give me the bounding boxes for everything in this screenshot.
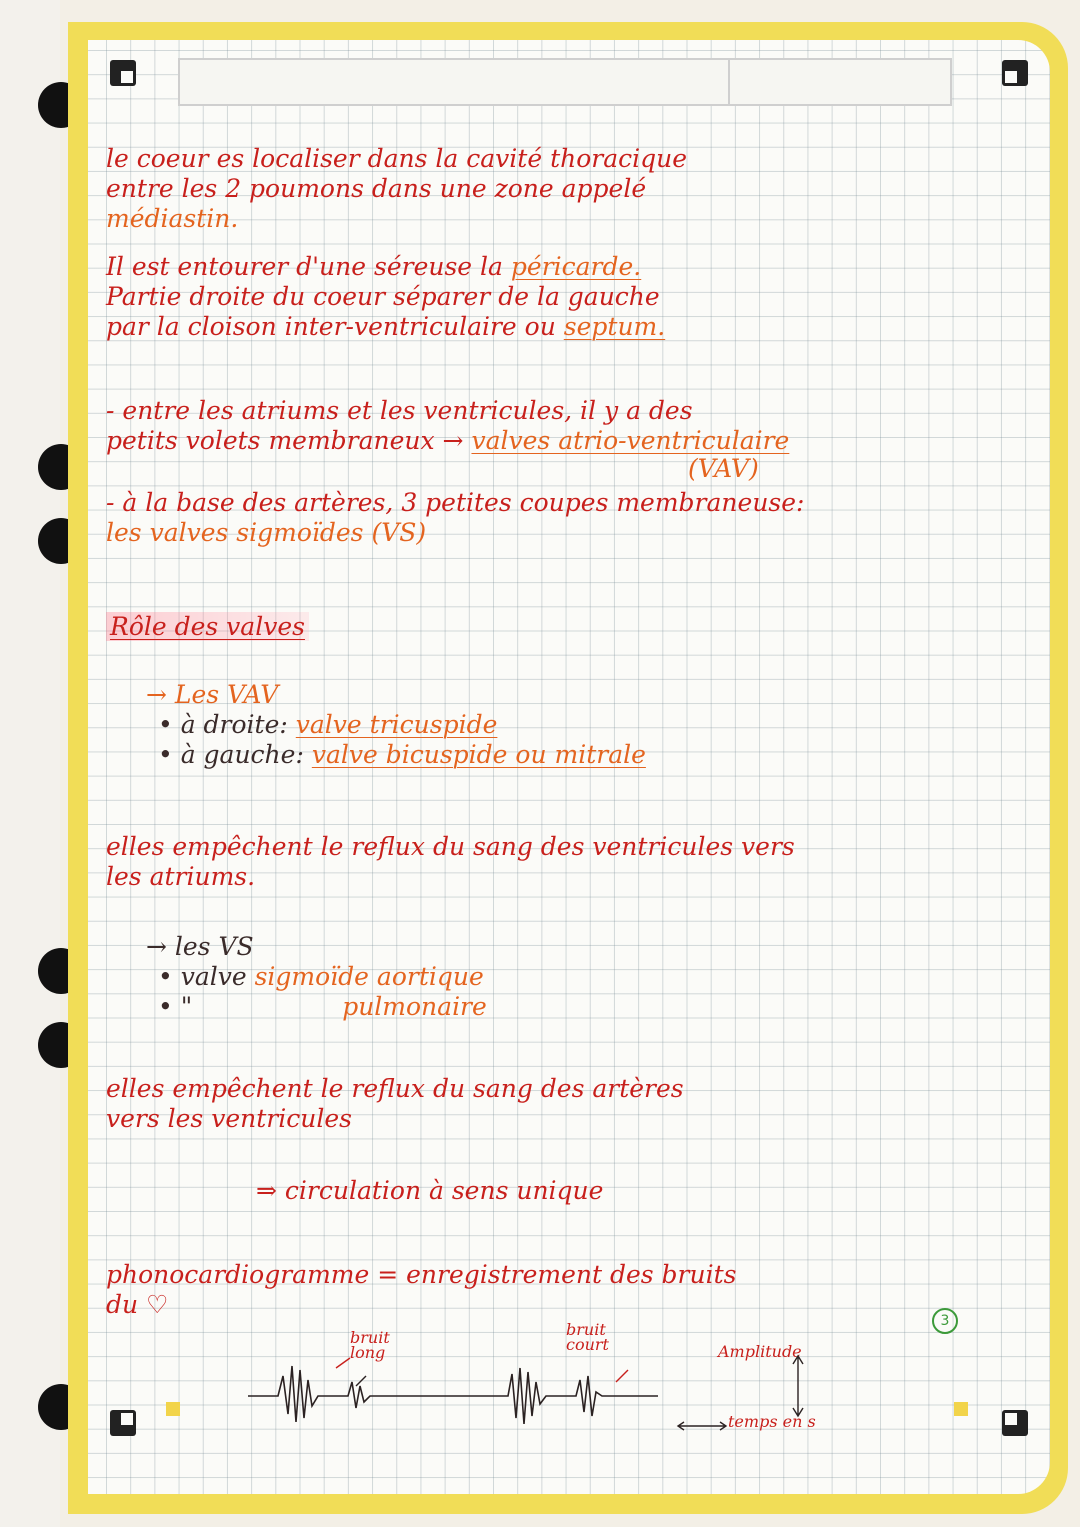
list-item-label: • à droite: <box>158 710 296 739</box>
header-divider <box>728 60 730 104</box>
amplitude-arrow-icon <box>793 1356 803 1416</box>
list-item <box>158 740 1020 769</box>
waveform-trace <box>248 1366 658 1424</box>
arrow-icon <box>616 1370 628 1382</box>
note-line: du ♡ <box>106 1290 169 1319</box>
time-arrow-icon <box>678 1422 726 1430</box>
list-item <box>158 962 1020 991</box>
note-line <box>106 312 1020 341</box>
note-line: vers les ventricules <box>106 1104 352 1133</box>
binder-rail <box>0 0 60 1527</box>
keyword: pulmonaire <box>342 992 487 1021</box>
label-bruit-court: bruit court <box>566 1320 609 1354</box>
list-item-label: • valve <box>158 962 255 991</box>
note-line: (VAV) <box>688 454 759 483</box>
note-line: - à la base des artères, 3 petites coupes membraneuse: <box>106 488 805 517</box>
label-time: temps en s <box>728 1412 816 1431</box>
note-line: les valves sigmoïdes (VS) <box>106 518 427 547</box>
note-line: entre les 2 poumons dans une zone appelé <box>106 174 647 203</box>
keyword: sigmoïde aortique <box>254 962 484 991</box>
note-line: les atriums. <box>106 862 256 891</box>
note-text: par la cloison inter-ventriculaire ou <box>106 312 564 341</box>
note-line <box>106 252 1020 281</box>
list-item-label: • " <box>158 992 193 1021</box>
keyword: valve tricuspide <box>295 710 498 739</box>
corner-marker-icon <box>1002 1410 1028 1436</box>
note-line: le coeur es localiser dans la cavité thoracique <box>106 144 688 173</box>
keyword: valve bicuspide ou mitrale <box>311 740 646 769</box>
corner-marker-icon <box>110 60 136 86</box>
keyword: valves atrio-ventriculaire <box>471 426 790 455</box>
note-line: phonocardiogramme = enregistrement des bruits <box>106 1260 737 1289</box>
conclusion: ⇒ circulation à sens unique <box>256 1176 604 1205</box>
label-amplitude: Amplitude <box>718 1342 802 1361</box>
arrow-icon <box>356 1376 366 1386</box>
section-title <box>106 612 1020 641</box>
arrow-icon <box>336 1358 350 1368</box>
note-line: elles empêchent le reflux du sang des artères <box>106 1074 684 1103</box>
note-line <box>106 426 1020 455</box>
keyword: septum. <box>563 312 666 341</box>
note-line: - entre les atriums et les ventricules, il y a des <box>106 396 693 425</box>
header-box <box>178 58 952 106</box>
list-item <box>158 710 1020 739</box>
keyword: péricarde. <box>510 252 642 281</box>
phonocardiogram-figure <box>238 1336 978 1446</box>
note-text: petits volets membraneux → <box>106 426 472 455</box>
list-item-label: • à gauche: <box>158 740 312 769</box>
corner-marker-icon <box>1002 60 1028 86</box>
yellow-square-marker <box>166 1402 180 1416</box>
page-number: 3 <box>932 1308 958 1334</box>
note-text: Il est entourer d'une séreuse la <box>106 252 511 281</box>
note-line: Partie droite du coeur séparer de la gauche <box>106 282 660 311</box>
note-line: médiastin. <box>106 204 239 233</box>
corner-marker-icon <box>110 1410 136 1436</box>
grid-paper <box>88 40 1050 1494</box>
list-item <box>158 992 1020 1021</box>
list-heading: → Les VAV <box>146 680 279 709</box>
list-heading: → les VS <box>146 932 254 961</box>
section-title-text: Rôle des valves <box>106 612 309 641</box>
label-bruit-long: bruit long <box>350 1328 390 1362</box>
note-line: elles empêchent le reflux du sang des ventricules vers <box>106 832 795 861</box>
